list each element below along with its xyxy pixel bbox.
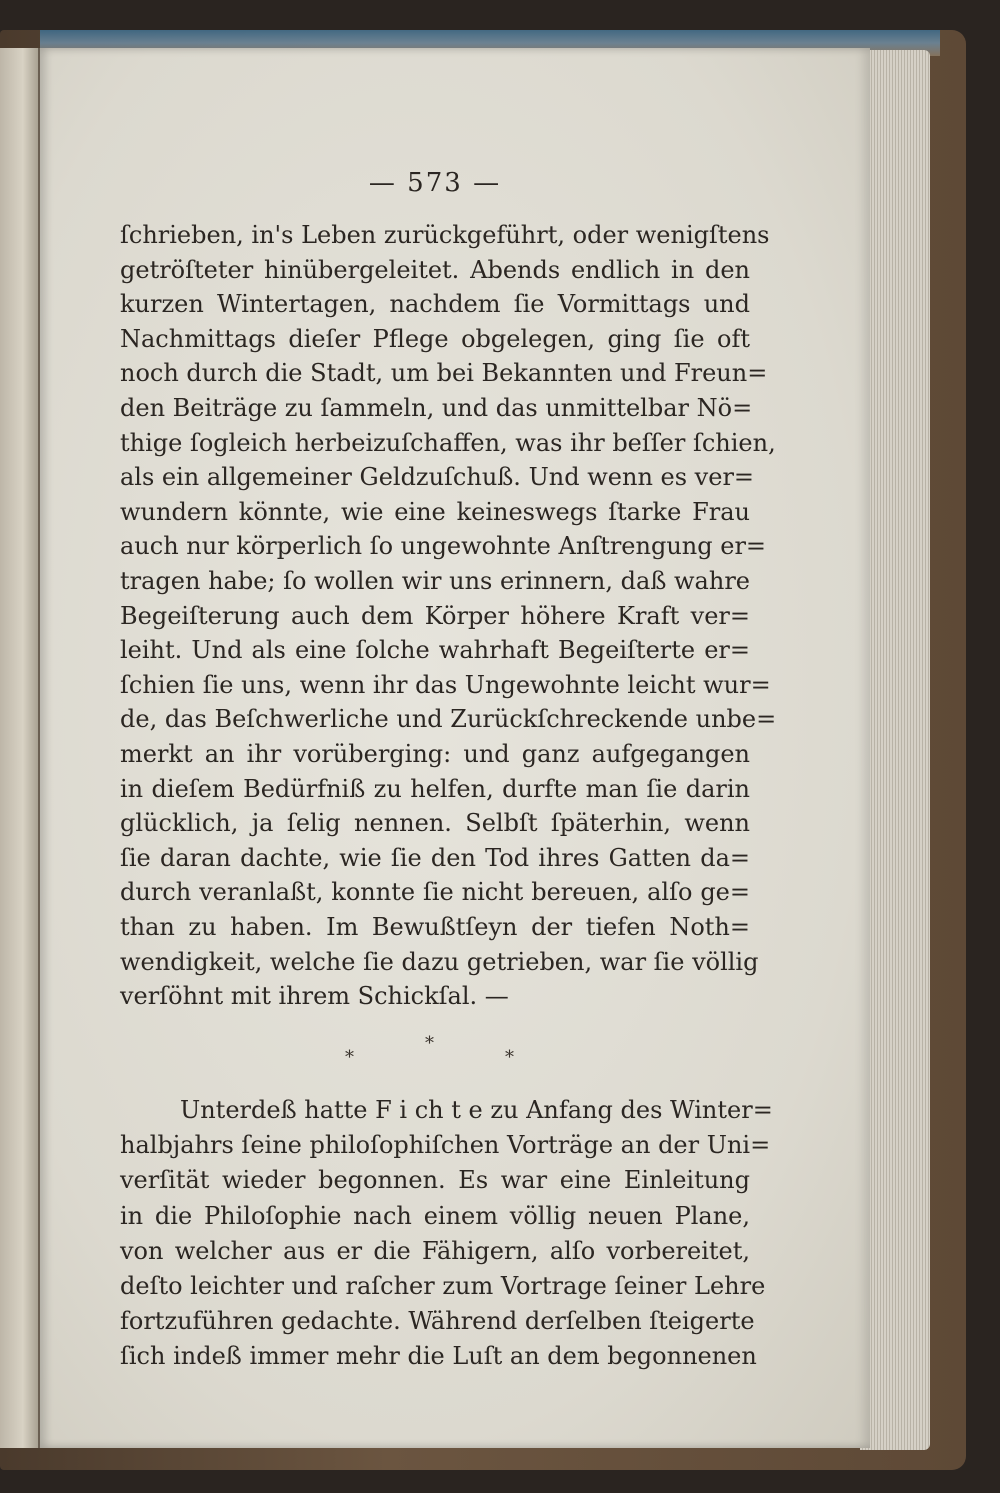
text-line: merkt an ihr vorüberging: und ganz aufgegangen bbox=[120, 740, 750, 768]
section-separator bbox=[120, 1033, 750, 1068]
text-line: halbjahrs ſeine philoſophiſchen Vorträge an der Uni= bbox=[120, 1131, 771, 1160]
text-line: ſie daran dachte, wie ſie den Tod ihres Gatten da= bbox=[120, 843, 750, 872]
book-page bbox=[40, 48, 870, 1448]
text-line: durch veranlaßt, konnte ſie nicht bereuen, alſo ge= bbox=[120, 878, 750, 907]
text-line: leiht. Und als eine ſolche wahrhaft Begeiſterte er= bbox=[120, 636, 750, 665]
text-line: in dieſem Bedürfniß zu helfen, durfte man ſie darin bbox=[120, 774, 750, 803]
separator-star: * bbox=[345, 1047, 354, 1068]
text-line: in die Philoſophie nach einem völlig neuen Plane, bbox=[120, 1201, 750, 1230]
text-line: Unterdeß hatte F i ch t e zu Anfang des Winter= bbox=[180, 1096, 773, 1124]
separator-star: * bbox=[505, 1047, 514, 1068]
page-number: — 573 — bbox=[368, 168, 502, 198]
text-line: getröſteter hinübergeleitet. Abends endlich in den bbox=[120, 255, 750, 284]
separator-star: * bbox=[425, 1033, 434, 1054]
text-line: deſto leichter und raſcher zum Vortrage ſeiner Lehre bbox=[120, 1272, 766, 1300]
page-edges bbox=[860, 50, 930, 1450]
text-line: wendigkeit, welche ſie dazu getrieben, war ſie völlig bbox=[120, 947, 759, 976]
text-line: Nachmittags dieſer Pflege obgelegen, ging ſie oft bbox=[120, 324, 750, 353]
left-page-edge bbox=[0, 48, 40, 1448]
text-line: noch durch die Stadt, um bei Bekannten und Freun= bbox=[120, 359, 768, 388]
text-line: than zu haben. Im Bewußtſeyn der tiefen Noth= bbox=[120, 913, 750, 941]
text-line: wundern könnte, wie eine keineswegs ſtarke Frau bbox=[120, 497, 750, 526]
text-line: auch nur körperlich ſo ungewohnte Anſtrengung er= bbox=[120, 532, 767, 561]
text-line: Begeiſterung auch dem Körper höhere Kraft ver= bbox=[120, 601, 750, 630]
text-line: ſich indeß immer mehr die Luſt an dem begonnenen bbox=[120, 1342, 757, 1371]
text-line: verſöhnt mit ihrem Schickſal. — bbox=[120, 982, 509, 1011]
text-line: ſchrieben, in's Leben zurückgeführt, oder wenigſtens bbox=[120, 221, 770, 249]
text-line: fortzuführen gedachte. Während derſelben ſteigerte bbox=[120, 1307, 755, 1336]
text-line: glücklich, ja ſelig nennen. Selbſt ſpäterhin, wenn bbox=[120, 809, 750, 838]
text-line: als ein allgemeiner Geldzuſchuß. Und wenn es ver= bbox=[120, 463, 755, 492]
text-line: tragen habe; ſo wollen wir uns erinnern, daß wahre bbox=[120, 567, 750, 595]
text-line: verſität wieder begonnen. Es war eine Einleitung bbox=[120, 1166, 750, 1195]
text-line: von welcher aus er die Fähigern, alſo vorbereitet, bbox=[120, 1236, 750, 1265]
text-line: kurzen Wintertagen, nachdem ſie Vormittags und bbox=[120, 290, 750, 319]
text-line: den Beiträge zu ſammeln, und das unmittelbar Nö= bbox=[120, 394, 753, 422]
text-line: thige ſogleich herbeizuſchaffen, was ihr beſſer ſchien, bbox=[120, 428, 776, 457]
text-line: de, das Beſchwerliche und Zurückſchreckende unbe= bbox=[120, 705, 777, 734]
text-line: ſchien ſie uns, wenn ihr das Ungewohnte leicht wur= bbox=[120, 670, 771, 699]
